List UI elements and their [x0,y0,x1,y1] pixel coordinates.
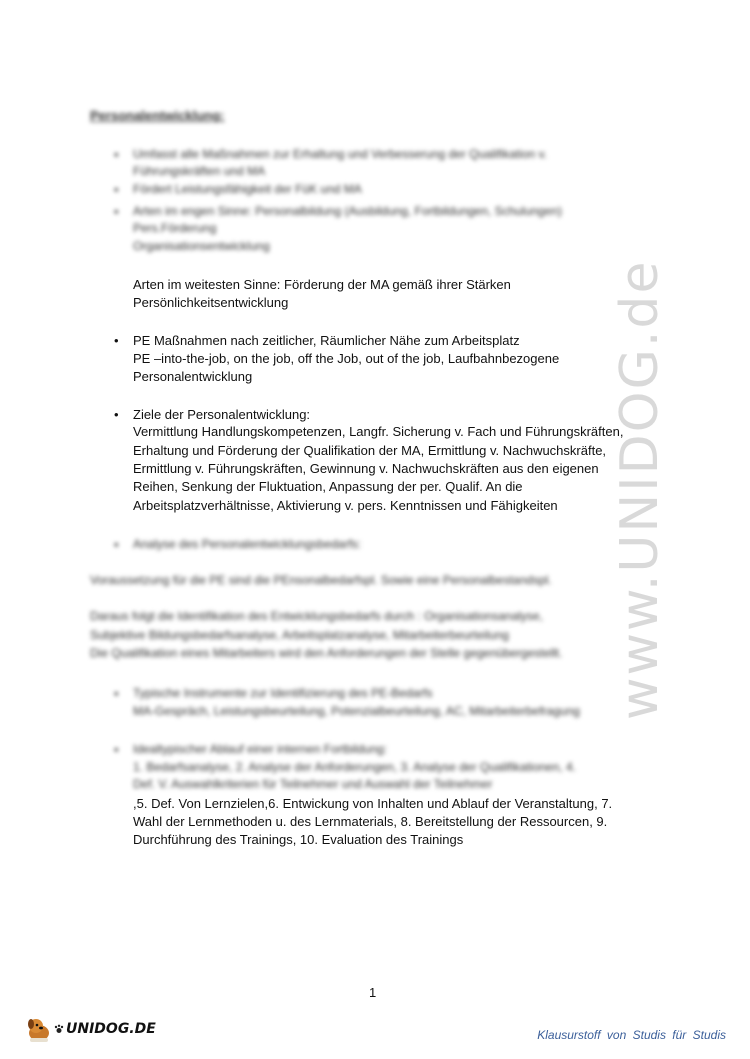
bullet-dot: • [114,182,119,197]
footer-slogan: Klausurstoff von Studis für Studis [537,1028,726,1042]
bullet-text: Analyse des Personalentwicklungsbedarfs: [133,537,362,551]
text-line: Arbeitsplatzverhältnisse, Aktivierung v. pers. Kenntnissen und Fähigkeiten [133,498,558,513]
paragraph: Die Qualifikation eines Mitarbeiters wird den Anforderungen der Stelle gegenübergestellt. [90,646,563,660]
text-line: Erhaltung und Förderung der Qualifikation der MA, Ermittlung v. Nachwuchskräfte, [133,443,607,458]
bullet-text: Def. V. Auswahlkriterien für Teilnehmer und Auswahl der Teilnehmer [133,777,493,791]
text-line: Vermittlung Handlungskompetenzen, Langfr. Sicherung v. Fach und Führungskräften, [133,424,624,439]
text-line: Arten im weitesten Sinne: Förderung der MA gemäß ihrer Stärken [133,277,511,292]
bullet-dot: • [114,407,119,422]
text-line: Wahl der Lernmethoden u. des Lernmaterials, 8. Bereitstellung der Ressourcen, 9. [133,814,608,829]
bullet-text: MA-Gespräch, Leistungsbeurteilung, Potenzialbeurteilung, AC, Mitarbeiterbefragung [133,704,580,718]
text-line: PE –into-the-job, on the job, off the Job, out of the job, Laufbahnbezogene [133,351,560,366]
bullet-dot: • [114,333,119,348]
bullet-dot: • [114,686,119,701]
text-line: Personalentwicklung [133,369,253,384]
bullet-text: Typische Instrumente zur Identifizierung des PE-Bedarfs [133,686,433,700]
text-line: Reihen, Senkung der Fluktuation, Anpassung der per. Qualif. An die [133,479,523,494]
unidog-logo[interactable] [24,1012,156,1046]
bullet-dot: • [114,537,119,552]
bullet-text: Pers.Förderung [133,221,217,235]
bullet-dot: • [114,204,119,219]
text-line: ,5. Def. Von Lernzielen,6. Entwickung von Inhalten und Ablauf der Veranstaltung, 7. [133,796,613,811]
paw-icon [54,1024,64,1034]
dog-icon [24,1014,54,1044]
text-line: Persönlichkeitsentwicklung [133,295,289,310]
text-line: Durchführung des Trainings, 10. Evaluation des Trainings [133,832,464,847]
paragraph: Daraus folgt die Identifikation des Entwicklungsbedarfs durch : Organisationsanalyse, [90,609,543,623]
section-title: Personalentwicklung: [90,108,225,123]
bullet-text: Idealtypischer Ablauf einer internen Fortbildung: [133,742,388,756]
bullet-text: Umfasst alle Maßnahmen zur Erhaltung und Verbesserung der Qualifikation v. [133,147,547,161]
watermark: www.UNIDOG.de [610,259,670,720]
paragraph: Subjektive Bildungsbedarfsanalyse, Arbeitsplatzanalyse, Mitarbeiterbeurteilung [90,628,509,642]
bullet-text: Organisationsentwicklung [133,239,270,253]
text-line: PE Maßnahmen nach zeitlicher, Räumlicher Nähe zum Arbeitsplatz [133,333,520,348]
logo-text: UNIDOG.DE [66,1021,156,1037]
bullet-text: Arten im engen Sinne: Personalbildung (Ausbildung, Fortbildungen, Schulungen) [133,204,562,218]
bullet-text: 1. Bedarfsanalyse, 2. Analyse der Anforderungen, 3. Analyse der Qualifikationen, 4. [133,760,576,774]
bullet-text: Fördert Leistungsfähigkeit der FüK und MA [133,182,362,196]
paragraph: Voraussetzung für die PE sind die PEnsonalbedarfspl. Sowie eine Personalbestandspl. [90,573,552,587]
text-line: Ermittlung v. Führungskräften, Gewinnung v. Nachwuchskräften aus den eigenen [133,461,599,476]
page-number: 1 [369,985,377,1000]
text-heading: Ziele der Personalentwicklung: [133,407,311,422]
bullet-dot: • [114,742,119,757]
bullet-dot: • [114,147,119,162]
bullet-text: Führungskräften und MA [133,164,266,178]
